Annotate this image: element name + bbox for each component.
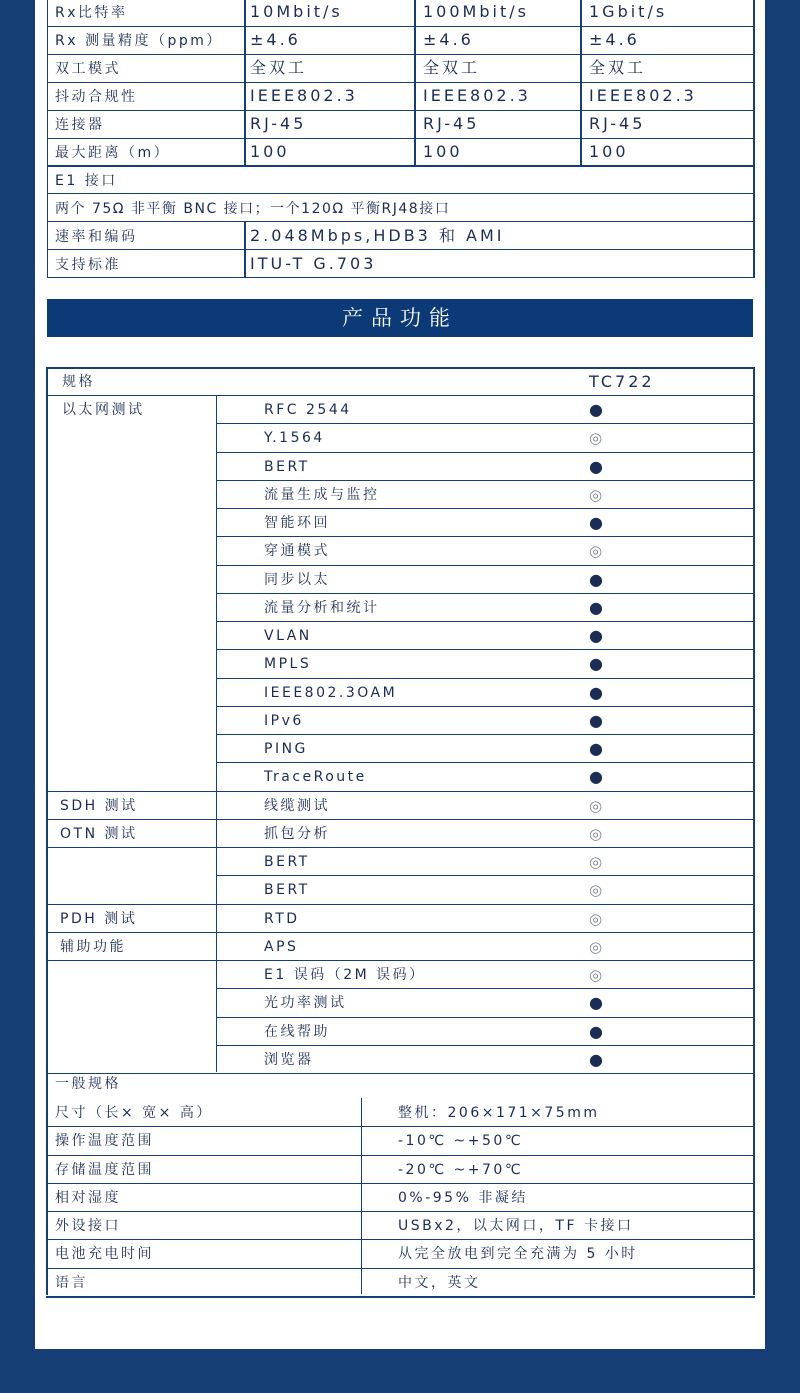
feature-name: 浏览器 [264,1052,314,1068]
supported-standard-icon: ● [589,993,603,1012]
cell-value: ±4.6 [589,30,640,49]
e1-description: 两个 75Ω 非平衡 BNC 接口；一个120Ω 平衡RJ48接口 [55,201,451,217]
cell-value: 100 [250,142,290,161]
supported-standard-icon: ● [589,1050,603,1069]
general-value: -10℃ ~+50℃ [398,1133,524,1149]
supported-optional-icon: ◎ [589,853,603,871]
supported-optional-icon: ◎ [589,938,603,956]
supported-standard-icon: ● [589,598,603,617]
group-label-otn: OTN 测试 [60,826,138,842]
row-label: 最大距离（m） [55,145,171,161]
supported-optional-icon: ◎ [589,966,603,984]
section-title: 产品功能 [342,306,458,330]
general-value: 整机：206×171×75mm [398,1105,600,1121]
supported-optional-icon: ◎ [589,797,603,815]
cell-value: ±4.6 [423,30,474,49]
section-banner [47,299,753,337]
feature-name: RTD [264,911,300,927]
feature-name: 同步以太 [264,572,330,588]
feature-name: PING [264,741,308,757]
general-label: 语言 [55,1275,88,1291]
row-label: 支持标准 [55,257,121,273]
row-label: 速率和编码 [55,229,138,245]
row-label: Rx比特率 [55,5,128,21]
feature-name: VLAN [264,628,312,644]
row-label: 连接器 [55,117,105,133]
feature-name: 光功率测试 [264,995,347,1011]
feature-name: IEEE802.3OAM [264,685,398,701]
cell-value: RJ-45 [589,114,646,133]
cell-value: 全双工 [250,58,308,77]
supported-standard-icon: ● [589,626,603,645]
supported-optional-icon: ◎ [589,825,603,843]
e1-heading: E1 接口 [55,173,118,189]
supported-standard-icon: ● [589,711,603,730]
feature-name: 抓包分析 [264,826,330,842]
general-label: 外设接口 [55,1218,121,1234]
general-value: 0%-95% 非凝结 [398,1190,528,1206]
row-label: Rx 测量精度（ppm） [55,33,223,49]
supported-standard-icon: ● [589,400,603,419]
general-label: 存储温度范围 [55,1162,154,1178]
cell-value: 100Mbit/s [423,2,529,21]
feature-name: BERT [264,854,310,870]
cell-value: 2.048Mbps,HDB3 和 AMI [250,226,505,245]
feature-name: TraceRoute [264,769,367,785]
cell-value: ±4.6 [250,30,301,49]
group-label-sdh: SDH 测试 [60,798,138,814]
supported-standard-icon: ● [589,1022,603,1041]
cell-value: 100 [423,142,463,161]
cell-value: 1Gbit/s [589,2,668,21]
feature-name: APS [264,939,299,955]
supported-standard-icon: ● [589,767,603,786]
supported-optional-icon: ◎ [589,910,603,928]
group-label-pdh: PDH 测试 [60,911,138,927]
supported-standard-icon: ● [589,739,603,758]
cell-value: ITU-T G.703 [250,254,377,273]
cell-value: RJ-45 [423,114,480,133]
feature-name: BERT [264,459,310,475]
feature-name: 线缆测试 [264,798,330,814]
general-value: 中文，英文 [398,1275,481,1291]
model-name: TC722 [589,372,655,391]
cell-value: 10Mbit/s [250,2,343,21]
general-label: 尺寸（长× 宽× 高） [55,1105,213,1121]
feature-name: IPv6 [264,713,304,729]
supported-optional-icon: ◎ [589,486,603,504]
supported-optional-icon: ◎ [589,881,603,899]
supported-optional-icon: ◎ [589,542,603,560]
cell-value: IEEE802.3 [250,86,358,105]
cell-value: 全双工 [589,58,647,77]
general-value: -20℃ ~+70℃ [398,1162,524,1178]
feature-name: MPLS [264,656,312,672]
cell-value: 100 [589,142,629,161]
general-heading: 一般规格 [55,1076,121,1092]
supported-standard-icon: ● [589,683,603,702]
general-label: 操作温度范围 [55,1133,154,1149]
feature-name: 穿通模式 [264,543,330,559]
row-label: 抖动合规性 [55,89,138,105]
feature-name: Y.1564 [264,430,325,446]
cell-value: 全双工 [423,58,481,77]
cell-value: IEEE802.3 [423,86,531,105]
feature-name: 在线帮助 [264,1024,330,1040]
supported-standard-icon: ● [589,513,603,532]
general-value: USBx2，以太网口，TF 卡接口 [398,1218,634,1234]
feature-name: 智能环回 [264,515,330,531]
cell-value: RJ-45 [250,114,307,133]
group-label-ethernet: 以太网测试 [62,402,145,418]
general-label: 电池充电时间 [55,1246,154,1262]
group-label-aux: 辅助功能 [60,939,126,955]
spec-header-label: 规格 [62,374,95,390]
feature-name: E1 误码（2M 误码） [264,967,426,983]
feature-name: BERT [264,882,310,898]
cell-value: IEEE802.3 [589,86,697,105]
feature-name: 流量生成与监控 [264,487,380,503]
general-label: 相对湿度 [55,1190,121,1206]
general-value: 从完全放电到完全充满为 5 小时 [398,1246,638,1262]
feature-name: 流量分析和统计 [264,600,380,616]
supported-standard-icon: ● [589,570,603,589]
row-label: 双工模式 [55,61,121,77]
supported-standard-icon: ● [589,457,603,476]
supported-standard-icon: ● [589,654,603,673]
feature-name: RFC 2544 [264,402,352,418]
supported-optional-icon: ◎ [589,429,603,447]
